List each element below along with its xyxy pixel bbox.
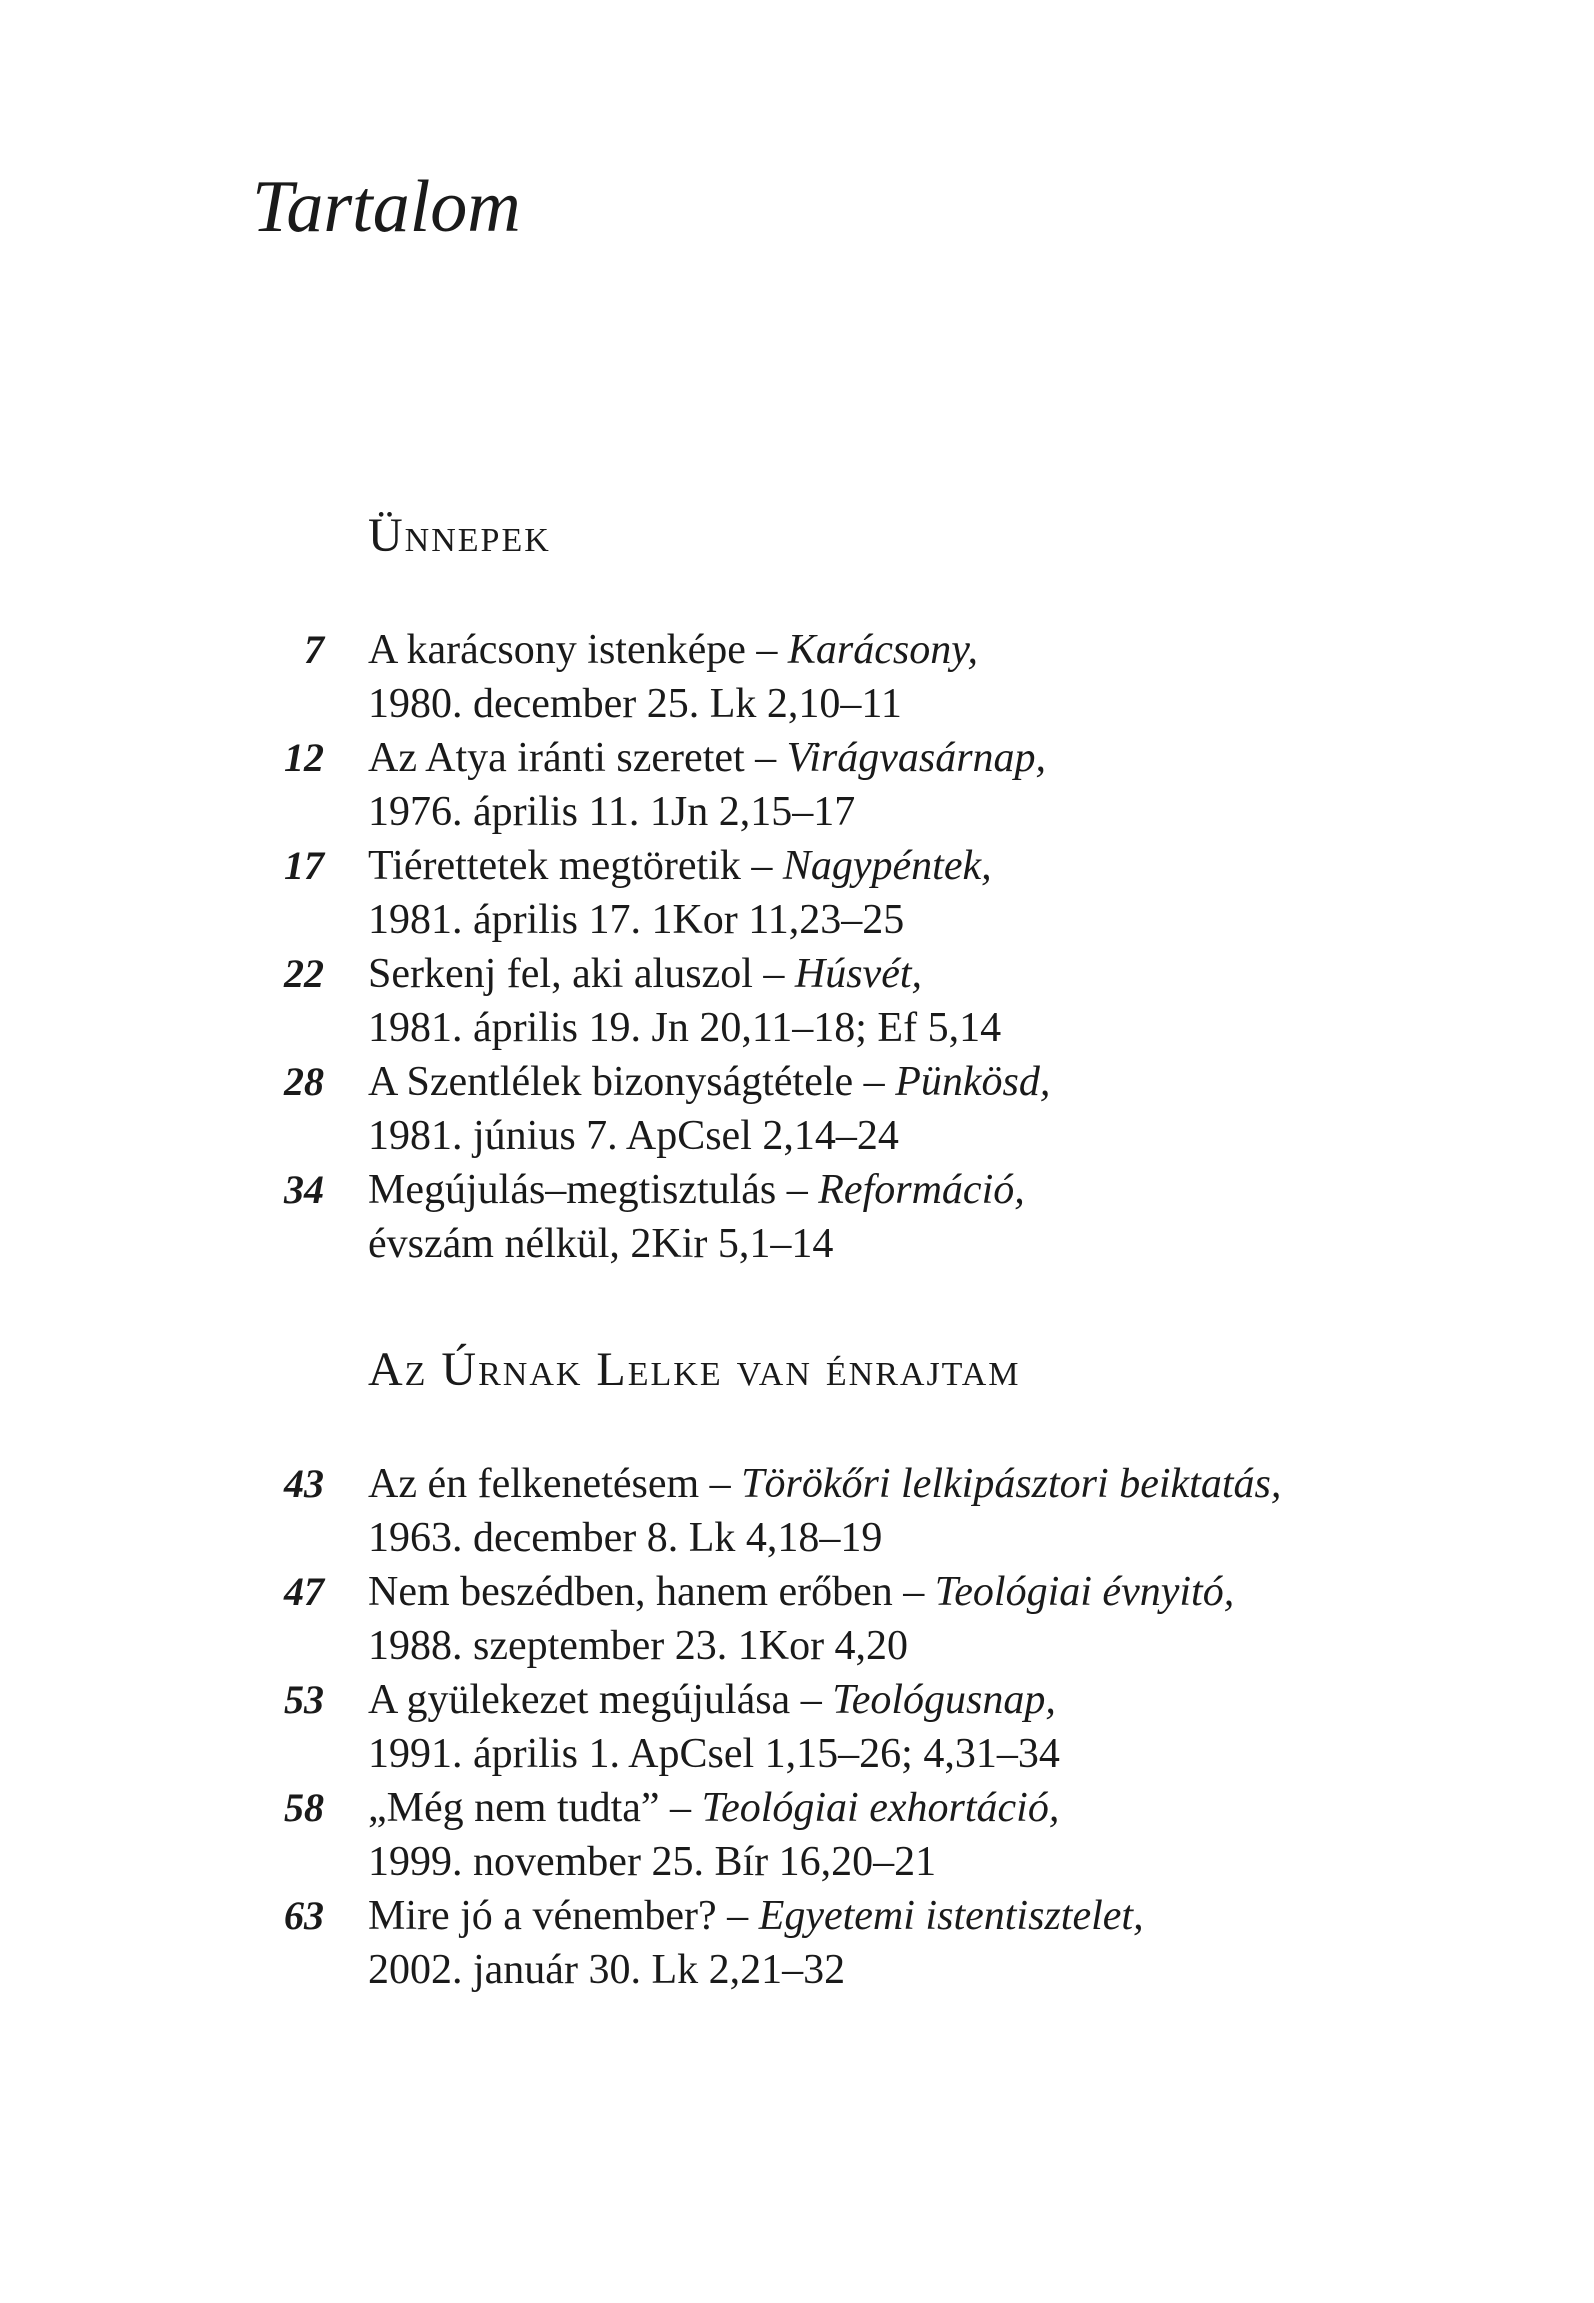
entry-occasion: Teológusnap, [832,1677,1056,1723]
toc-entry[interactable] [0,947,1594,1055]
entry-title: A Szentlélek bizonyságtétele – [368,1059,896,1105]
entry-title-line [368,623,978,677]
toc-entry[interactable] [0,731,1594,839]
entry-details: 1981. április 19. Jn 20,11–18; Ef 5,14 [368,1005,1002,1051]
entry-title: Megújulás–megtisztulás – [368,1167,819,1213]
entry-title-line [368,1889,1144,1943]
entry-occasion: Virágvasárnap, [786,735,1047,781]
entry-page-number: 22 [284,951,324,996]
entry-occasion: Egyetemi istentisztelet, [758,1893,1144,1939]
toc-entry-list [0,1457,1594,1997]
entry-title-line [368,731,1046,785]
entry-title: A gyülekezet megújulása – [368,1677,833,1723]
toc-entry[interactable] [0,623,1594,731]
toc-entry[interactable] [0,1565,1594,1673]
entry-details: 1963. december 8. Lk 4,18–19 [368,1515,883,1561]
entry-occasion: Teológiai exhortáció, [701,1785,1060,1831]
entry-details: 1981. június 7. ApCsel 2,14–24 [368,1113,899,1159]
entry-title: Mire jó a vénember? – [368,1893,759,1939]
toc-entry[interactable] [0,1889,1594,1997]
entry-title: A karácsony istenképe – [368,627,788,673]
entry-page-number: 43 [284,1461,324,1506]
entry-occasion: Teológiai évnyitó, [934,1569,1235,1615]
toc-entry[interactable] [0,1055,1594,1163]
entry-title-line [368,1565,1234,1619]
toc-entry[interactable] [0,1673,1594,1781]
entry-occasion: Húsvét, [794,951,923,997]
section-heading: Ünnepek [368,509,551,562]
section-heading: Az Úrnak Lelke van énrajtam [368,1343,1021,1396]
entry-occasion: Karácsony, [787,627,979,673]
entry-title-line [368,1781,1059,1835]
toc-section-urnak-lelke [0,1343,1594,1997]
entry-title-line [368,1163,1025,1217]
entry-details: 2002. január 30. Lk 2,21–32 [368,1947,846,1993]
toc-entry[interactable] [0,1163,1594,1271]
entry-title-line [368,839,992,893]
entry-occasion: Törökőri lelkipásztori beiktatás, [741,1461,1282,1507]
entry-title-line [368,1457,1281,1511]
entry-details: 1999. november 25. Bír 16,20–21 [368,1839,937,1885]
entry-title: Az Atya iránti szeretet – [368,735,787,781]
entry-page-number: 17 [284,843,324,888]
entry-page-number: 63 [284,1893,324,1938]
entry-page-number: 7 [304,627,324,672]
entry-details: 1988. szeptember 23. 1Kor 4,20 [368,1623,909,1669]
entry-details: 1980. december 25. Lk 2,10–11 [368,681,902,727]
entry-details: 1981. április 17. 1Kor 11,23–25 [368,897,905,943]
entry-page-number: 47 [284,1569,324,1614]
entry-title: Tiérettetek megtöretik – [368,843,783,889]
toc-entry-list [0,623,1594,1271]
entry-page-number: 34 [284,1167,324,1212]
entry-page-number: 28 [284,1059,324,1104]
toc-entry[interactable] [0,839,1594,947]
toc-entry[interactable] [0,1457,1594,1565]
entry-occasion: Pünkösd, [895,1059,1051,1105]
entry-title-line [368,1055,1050,1109]
entry-details: 1976. április 11. 1Jn 2,15–17 [368,789,856,835]
entry-occasion: Reformáció, [818,1167,1025,1213]
entry-title-line [368,947,922,1001]
toc-entry[interactable] [0,1781,1594,1889]
entry-title: „Még nem tudta” – [368,1785,702,1831]
entry-page-number: 58 [284,1785,324,1830]
entry-page-number: 53 [284,1677,324,1722]
entry-details: évszám nélkül, 2Kir 5,1–14 [368,1221,834,1267]
entry-title: Az én felkenetésem – [368,1461,742,1507]
page-title: Tartalom [252,166,521,248]
toc-section-unnepek [0,509,1594,1271]
entry-title-line [368,1673,1056,1727]
entry-occasion: Nagypéntek, [782,843,992,889]
entry-title: Nem beszédben, hanem erőben – [368,1569,935,1615]
entry-details: 1991. április 1. ApCsel 1,15–26; 4,31–34 [368,1731,1060,1777]
entry-title: Serkenj fel, aki aluszol – [368,951,795,997]
entry-page-number: 12 [284,735,324,780]
